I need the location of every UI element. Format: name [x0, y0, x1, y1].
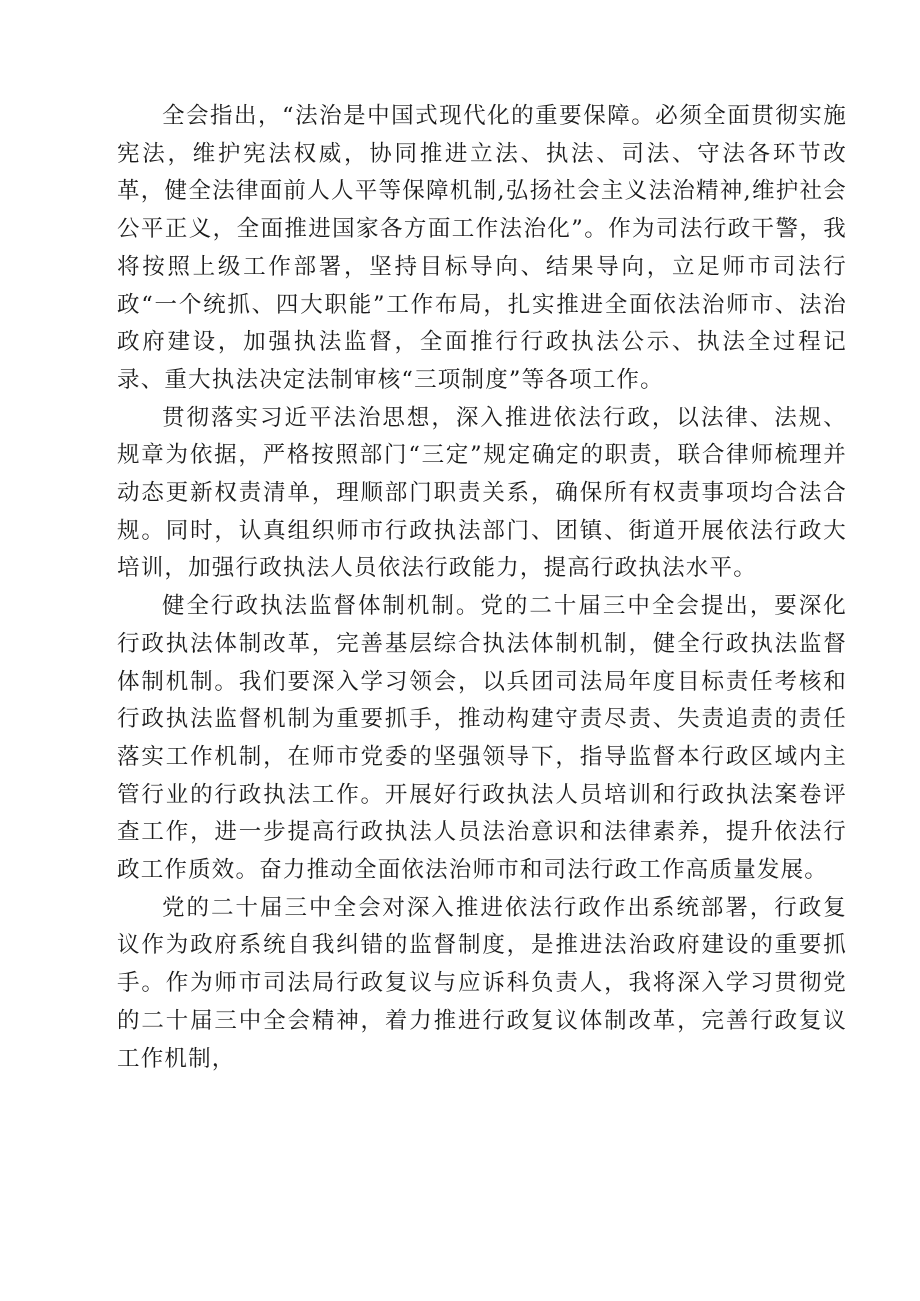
document-body: [117, 98, 847, 1078]
paragraph-2: 贯彻落实习近平法治思想，深入推进依法行政，以法律、法规、规章为依据，严格按照部门“三定”规定确定的职责，联合律师梳理并动态更新权责清单，理顺部门职责关系，确保所有权责事项均合法合规。同时，认真组织师市行政执法部门、团镇、街道开展依法行政大培训，加强行政执法人员依法行政能力，提高行政执法水平。: [117, 404, 847, 582]
paragraph-1: 全会指出，“法治是中国式现代化的重要保障。必须全面贯彻实施宪法，维护宪法权威，协同推进立法、执法、司法、守法各环节改革，健全法律面前人人平等保障机制,弘扬社会主义法治精神,维护社会公平正义，全面推进国家各方面工作法治化”。作为司法行政干警，我将按照上级工作部署，坚持目标导向、结果导向，立足师市司法行政“一个统抓、四大职能”工作布局，扎实推进全面依法治师市、法治政府建设，加强执法监督，全面推行行政执法公示、执法全过程记录、重大执法决定法制审核“三项制度”等各项工作。: [117, 103, 847, 393]
paragraph-4: 党的二十届三中全会对深入推进依法行政作出系统部署，行政复议作为政府系统自我纠错的监督制度，是推进法治政府建设的重要抓手。作为师市司法局行政复议与应诉科负责人，我将深入学习贯彻党的二十届三中全会精神，着力推进行政复议体制改革，完善行政复议工作机制，: [117, 894, 847, 1072]
paragraph-3: 健全行政执法监督体制机制。党的二十届三中全会提出，要深化行政执法体制改革，完善基层综合执法体制机制，健全行政执法监督体制机制。我们要深入学习领会，以兵团司法局年度目标责任考核和行政执法监督机制为重要抓手，推动构建守责尽责、失责追责的责任落实工作机制，在师市党委的坚强领导下，指导监督本行政区域内主管行业的行政执法工作。开展好行政执法人员培训和行政执法案卷评查工作，进一步提高行政执法人员法治意识和法律素养，提升依法行政工作质效。奋力推动全面依法治师市和司法行政工作高质量发展。: [117, 593, 847, 884]
